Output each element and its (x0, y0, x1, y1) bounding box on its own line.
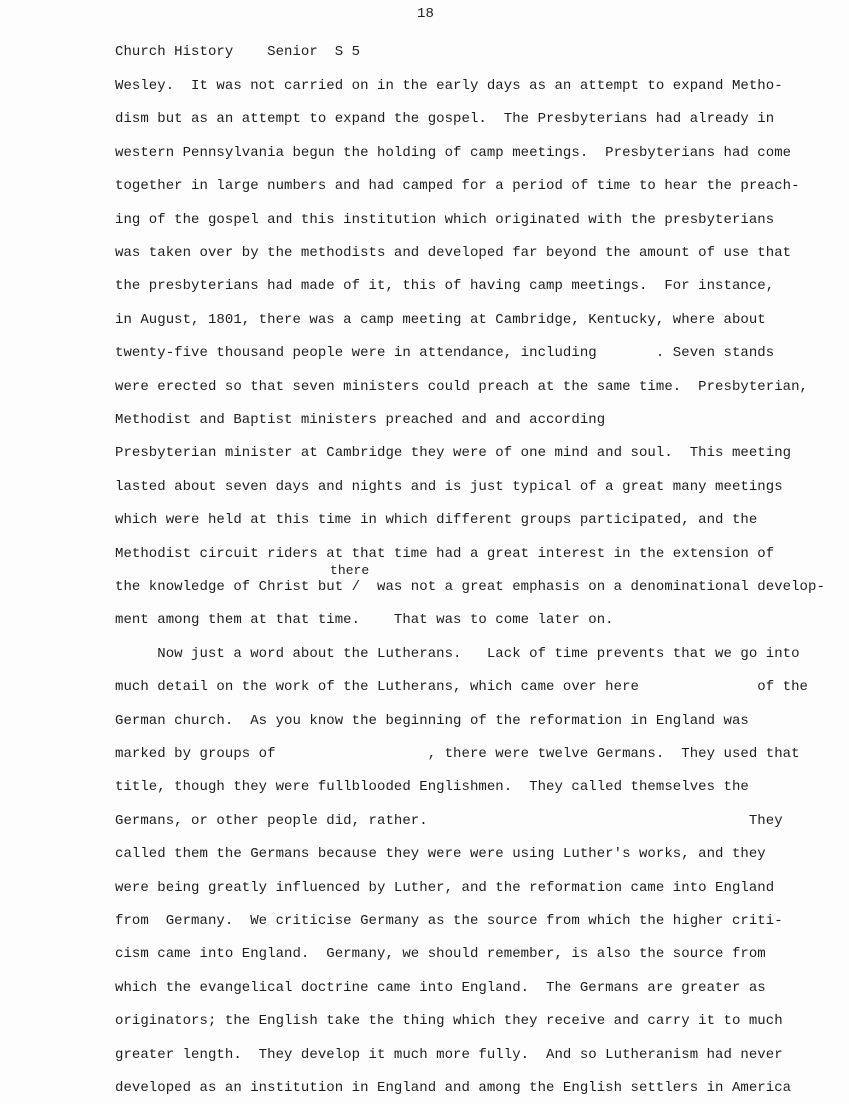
text-line: Germans, or other people did, rather. They (115, 812, 783, 829)
text-line: lasted about seven days and nights and is just typical of a great many meetings (115, 478, 783, 495)
page-header: Church History Senior S 5 (115, 44, 361, 60)
text-line: western Pennsylvania begun the holding of camp meetings. Presbyterians had come (115, 144, 792, 161)
text-line: ing of the gospel and this institution which originated with the presbyterians (115, 211, 775, 228)
text-line: ment among them at that time. That was to come later on. (115, 612, 614, 629)
text-line: title, though they were fullblooded Englishmen. They called themselves the (115, 779, 749, 796)
text-line: in August, 1801, there was a camp meeting at Cambridge, Kentucky, where about (115, 311, 766, 328)
text-line: called them the Germans because they were were using Luther's works, and they (115, 846, 766, 863)
text-line: Presbyterian minister at Cambridge they were of one mind and soul. This meeting (115, 445, 792, 462)
text-line: twenty-five thousand people were in attendance, including . Seven stands (115, 345, 775, 362)
text-line: which the evangelical doctrine came into England. The Germans are greater as (115, 979, 766, 996)
text-line: the presbyterians had made of it, this of having camp meetings. For instance, (115, 278, 775, 295)
page-number: 18 (417, 6, 434, 22)
interlinear-insert: there (330, 563, 370, 578)
text-line: were erected so that seven ministers could preach at the same time. Presbyterian, (115, 378, 809, 395)
text-line: much detail on the work of the Lutherans, which came over here of the (115, 679, 809, 696)
text-line: were being greatly influenced by Luther, and the reformation came into England (115, 879, 775, 896)
text-line: was taken over by the methodists and developed far beyond the amount of use that (115, 245, 792, 261)
text-line: which were held at this time in which different groups participated, and the (115, 512, 758, 529)
text-line: Now just a word about the Lutherans. Lack of time prevents that we go into (115, 645, 800, 662)
text-line: German church. As you know the beginning of the reformation in England was (115, 712, 749, 729)
text-line: cism came into England. Germany, we should remember, is also the source from (115, 946, 766, 963)
text-line: developed as an institution in England and among the English settlers in America (115, 1080, 792, 1096)
text-line: from Germany. We criticise Germany as the source from which the higher criti- (115, 913, 783, 929)
text-line: together in large numbers and had camped for a period of time to hear the preach- (115, 178, 800, 195)
text-line: dism but as an attempt to expand the gospel. The Presbyterians had already in (115, 111, 775, 128)
text-line: greater length. They develop it much more fully. And so Lutheranism had never (115, 1046, 783, 1063)
text-line: Wesley. It was not carried on in the early days as an attempt to expand Metho- (115, 78, 783, 94)
text-line: marked by groups of , there were twelve Germans. They used that (115, 746, 800, 762)
text-line: Methodist and Baptist ministers preached and and according (115, 412, 606, 428)
text-line: Methodist circuit riders at that time had a great interest in the extension of (115, 545, 775, 562)
text-line: the knowledge of Christ but / was not a great emphasis on a denominational develop- (115, 579, 825, 595)
text-line: originators; the English take the thing which they receive and carry it to much (115, 1013, 783, 1030)
